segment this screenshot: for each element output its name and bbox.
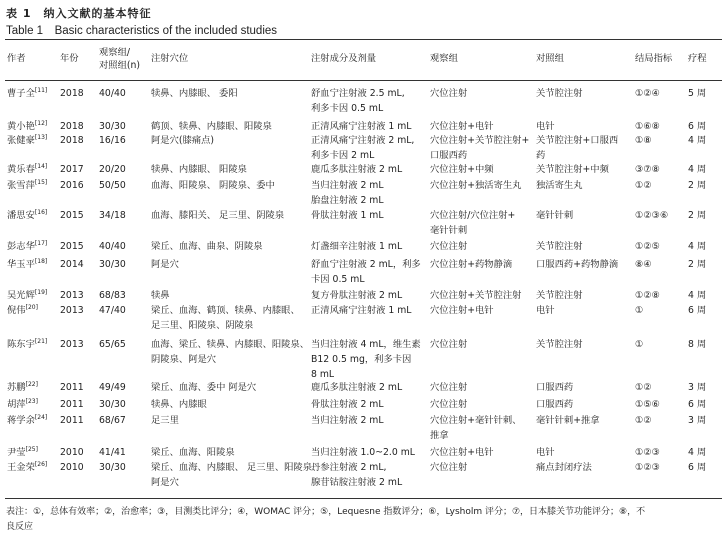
cell-year: 2013 <box>60 290 84 301</box>
cell-author <box>7 134 47 148</box>
header-observation: 观察组 <box>430 53 458 64</box>
cell-control-group: 电针 <box>536 121 555 132</box>
cell-control-group: 毫针针刺+推拿 <box>536 415 600 426</box>
cell-acupoints: 梁丘、血海、鹤顶、犊鼻、内膝眼、 <box>151 305 300 316</box>
table-title-en: Table 1 Basic characteristics of the included studies <box>6 25 278 37</box>
header-drug: 注射成分及剂量 <box>311 53 377 64</box>
cell-year: 2018 <box>60 88 84 99</box>
author-name: 张健豪 <box>7 135 35 146</box>
cell-year: 2018 <box>60 135 84 146</box>
cell-outcome: ①②③⑥ <box>635 210 669 221</box>
cell-course: 3 周 <box>688 382 707 393</box>
cell-sample-size: 20/20 <box>99 164 126 175</box>
cell-outcome: ⑧④ <box>635 259 652 270</box>
cell-control-group: 关节腔注射+口服西 <box>536 135 619 146</box>
cell-observation-group: 穴位注射+药物静滴 <box>430 259 513 270</box>
cell-outcome: ①⑧ <box>635 135 652 146</box>
reference-number: [15] <box>34 178 48 186</box>
cell-outcome: ①②⑤ <box>635 241 661 252</box>
cell-drug-dose: 腺苷钴胺注射液 2 mL <box>311 477 403 488</box>
cell-observation-group: 穴位注射 <box>430 241 468 252</box>
cell-acupoints: 犊鼻、内膝眼、 阳陵泉 <box>151 164 247 175</box>
cell-author <box>7 120 47 134</box>
cell-course: 6 周 <box>688 305 707 316</box>
cell-acupoints: 血海、梁丘、犊鼻、内膝眼、阳陵泉、 <box>151 339 310 350</box>
cell-acupoints: 梁丘、血海、委中 阿是穴 <box>151 382 257 393</box>
cell-sample-size: 34/18 <box>99 210 126 221</box>
cell-outcome: ①②⑧ <box>635 290 661 301</box>
reference-number: [14] <box>34 162 48 170</box>
cell-author <box>7 414 47 428</box>
cell-author <box>7 289 47 303</box>
reference-number: [21] <box>34 337 48 345</box>
cell-observation-group: 穴位注射 <box>430 88 468 99</box>
cell-author <box>7 240 47 254</box>
cell-acupoints: 阿是穴(膝痛点) <box>151 135 215 146</box>
author-name: 尹莹 <box>7 447 26 458</box>
cell-acupoints: 鹤顶、犊鼻、内膝眼、阳陵泉 <box>151 121 272 132</box>
cell-observation-group: 穴位注射+电针 <box>430 305 494 316</box>
cell-observation-group: 穴位注射 <box>430 399 468 410</box>
cell-outcome: ①② <box>635 415 652 426</box>
author-name: 黄小艳 <box>7 121 35 132</box>
cell-course: 8 周 <box>688 339 707 350</box>
cell-acupoints: 阴陵泉、阿是穴 <box>151 354 217 365</box>
author-name: 苏鹏 <box>7 382 26 393</box>
cell-drug-dose: 骨肽注射液 2 mL <box>311 399 384 410</box>
cell-outcome: ①⑤⑥ <box>635 399 661 410</box>
header-control: 对照组 <box>536 53 564 64</box>
cell-acupoints: 梁丘、血海、阳陵泉 <box>151 447 235 458</box>
cell-observation-group: 穴位注射 <box>430 339 468 350</box>
cell-author <box>7 163 47 177</box>
cell-course: 5 周 <box>688 88 707 99</box>
reference-number: [13] <box>34 133 48 141</box>
author-name: 彭志华 <box>7 241 35 252</box>
reference-number: [20] <box>25 303 38 311</box>
cell-outcome: ①⑥⑧ <box>635 121 661 132</box>
cell-drug-dose: 卡因 0.5 mL <box>311 274 365 285</box>
author-name: 倪伟 <box>7 305 26 316</box>
cell-control-group: 关节腔注射 <box>536 241 583 252</box>
cell-control-group: 药 <box>536 150 546 161</box>
cell-observation-group: 穴位注射/穴位注射+ <box>430 210 516 221</box>
cell-control-group: 口服西药 <box>536 382 574 393</box>
top-rule <box>5 39 722 40</box>
cell-drug-dose: 当归注射液 2 mL <box>311 180 384 191</box>
cell-drug-dose: 利多卡因 0.5 mL <box>311 103 384 114</box>
cell-sample-size: 49/49 <box>99 382 126 393</box>
cell-course: 4 周 <box>688 290 707 301</box>
cell-author <box>7 304 38 318</box>
cell-observation-group: 推拿 <box>430 430 449 441</box>
cell-acupoints: 血海、膝阳关、 足三里、阴陵泉 <box>151 210 285 221</box>
author-name: 张雪萍 <box>7 180 35 191</box>
header-author: 作者 <box>7 53 26 64</box>
cell-course: 6 周 <box>688 121 707 132</box>
table-note <box>6 505 718 535</box>
header-year: 年份 <box>60 53 79 64</box>
author-name: 王金荣 <box>7 462 35 473</box>
cell-year: 2014 <box>60 259 84 270</box>
cell-year: 2015 <box>60 210 84 221</box>
header-course: 疗程 <box>688 53 707 64</box>
reference-number: [17] <box>34 239 48 247</box>
author-name: 吴光辉 <box>7 290 35 301</box>
cell-course: 6 周 <box>688 399 707 410</box>
cell-observation-group: 穴位注射+毫针针刺、 <box>430 415 522 426</box>
cell-year: 2011 <box>60 399 84 410</box>
cell-control-group: 独活寄生丸 <box>536 180 583 191</box>
cell-acupoints: 足三里 <box>151 415 179 426</box>
cell-observation-group: 穴位注射+关节腔注射+ <box>430 135 530 146</box>
cell-year: 2010 <box>60 447 84 458</box>
reference-number: [16] <box>34 208 48 216</box>
cell-drug-dose: 当归注射液 1.0~2.0 mL <box>311 447 415 458</box>
cell-year: 2011 <box>60 415 84 426</box>
cell-year: 2015 <box>60 241 84 252</box>
cell-acupoints: 足三里、阳陵泉、阴陵泉 <box>151 320 254 331</box>
author-name: 陈东宇 <box>7 339 35 350</box>
cell-course: 2 周 <box>688 259 707 270</box>
cell-acupoints: 犊鼻、内膝眼、 委阳 <box>151 88 238 99</box>
cell-acupoints: 梁丘、血海、内膝眼、 足三里、阳陵泉、 <box>151 462 322 473</box>
cell-sample-size: 30/30 <box>99 399 126 410</box>
cell-observation-group: 穴位注射+中频 <box>430 164 494 175</box>
bottom-rule <box>5 498 722 499</box>
header-n-line1: 观察组/ <box>99 47 131 58</box>
cell-drug-dose: 当归注射液 2 mL <box>311 415 384 426</box>
cell-drug-dose: 舒血宁注射液 2.5 mL, <box>311 88 405 99</box>
cell-drug-dose: 复方骨肽注射液 2 mL <box>311 290 403 301</box>
reference-number: [24] <box>34 413 48 421</box>
cell-year: 2011 <box>60 382 84 393</box>
cell-drug-dose: 正清风痛宁注射液 1 mL <box>311 305 412 316</box>
cell-control-group: 电针 <box>536 305 555 316</box>
cell-drug-dose: 舒血宁注射液 2 mL，利多 <box>311 259 421 270</box>
cell-drug-dose: 灯盏细辛注射液 1 mL <box>311 241 403 252</box>
cell-year: 2013 <box>60 305 84 316</box>
cell-acupoints: 梁丘、血海、曲泉、阴陵泉 <box>151 241 263 252</box>
cell-observation-group: 穴位注射+关节腔注射 <box>430 290 522 301</box>
cell-control-group: 关节腔注射 <box>536 88 583 99</box>
cell-control-group: 关节腔注射 <box>536 339 583 350</box>
cell-observation-group: 穴位注射+电针 <box>430 121 494 132</box>
cell-author <box>7 87 47 101</box>
reference-number: [23] <box>25 397 38 405</box>
cell-acupoints: 血海、阳陵泉、 阴陵泉、委中 <box>151 180 275 191</box>
cell-sample-size: 41/41 <box>99 447 126 458</box>
cell-control-group: 关节腔注射+中频 <box>536 164 609 175</box>
cell-year: 2016 <box>60 180 84 191</box>
cell-author <box>7 461 47 475</box>
cell-course: 4 周 <box>688 447 707 458</box>
cell-author <box>7 258 47 272</box>
cell-outcome: ③⑦⑧ <box>635 164 661 175</box>
cell-drug-dose: 胎盘注射液 2 mL <box>311 195 384 206</box>
cell-sample-size: 68/83 <box>99 290 126 301</box>
cell-author <box>7 338 47 352</box>
cell-sample-size: 65/65 <box>99 339 126 350</box>
header-rule <box>5 80 722 81</box>
cell-control-group: 口服西药+药物静滴 <box>536 259 619 270</box>
author-name: 蒋学余 <box>7 415 35 426</box>
cell-drug-dose: B12 0.5 mg，利多卡因 <box>311 354 412 365</box>
reference-number: [12] <box>34 119 48 127</box>
cell-observation-group: 穴位注射 <box>430 382 468 393</box>
author-name: 曹子全 <box>7 88 35 99</box>
cell-acupoints: 犊鼻 <box>151 290 170 301</box>
cell-sample-size: 16/16 <box>99 135 126 146</box>
author-name: 华玉平 <box>7 259 35 270</box>
cell-author <box>7 209 47 223</box>
cell-drug-dose: 鹿瓜多肽注射液 2 mL <box>311 164 403 175</box>
table-note-line: 良反应 <box>6 522 34 532</box>
author-name: 胡萍 <box>7 399 26 410</box>
cell-drug-dose: 8 mL <box>311 369 335 380</box>
cell-acupoints: 犊鼻、内膝眼 <box>151 399 207 410</box>
reference-number: [18] <box>34 257 48 265</box>
cell-observation-group: 口服西药 <box>430 150 468 161</box>
header-acupoints: 注射穴位 <box>151 53 189 64</box>
cell-course: 3 周 <box>688 415 707 426</box>
header-outcome: 结局指标 <box>635 53 673 64</box>
cell-sample-size: 68/67 <box>99 415 126 426</box>
cell-author <box>7 179 47 193</box>
cell-sample-size: 30/30 <box>99 462 126 473</box>
cell-observation-group: 毫针针刺 <box>430 225 468 236</box>
reference-number: [25] <box>25 445 38 453</box>
cell-sample-size: 40/40 <box>99 241 126 252</box>
cell-control-group: 口服西药 <box>536 399 574 410</box>
cell-drug-dose: 鹿瓜多肽注射液 2 mL <box>311 382 403 393</box>
author-name: 黄乐春 <box>7 164 35 175</box>
cell-course: 4 周 <box>688 135 707 146</box>
cell-observation-group: 穴位注射+独活寄生丸 <box>430 180 522 191</box>
author-name: 潘思安 <box>7 210 35 221</box>
cell-control-group: 电针 <box>536 447 555 458</box>
cell-sample-size: 40/40 <box>99 88 126 99</box>
cell-sample-size: 30/30 <box>99 259 126 270</box>
cell-course: 6 周 <box>688 462 707 473</box>
cell-outcome: ①②④ <box>635 88 661 99</box>
cell-outcome: ①② <box>635 180 652 191</box>
cell-sample-size: 30/30 <box>99 121 126 132</box>
reference-number: [11] <box>34 86 48 94</box>
reference-number: [19] <box>34 288 48 296</box>
cell-observation-group: 穴位注射+电针 <box>430 447 494 458</box>
cell-control-group: 关节腔注射 <box>536 290 583 301</box>
cell-course: 2 周 <box>688 180 707 191</box>
cell-drug-dose: 正清风痛宁注射液 2 mL, <box>311 135 415 146</box>
cell-drug-dose: 当归注射液 4 mL，维生素 <box>311 339 421 350</box>
reference-number: [26] <box>34 460 48 468</box>
header-n-line2: 对照组(n) <box>99 60 141 71</box>
cell-outcome: ①②③ <box>635 447 661 458</box>
cell-year: 2018 <box>60 121 84 132</box>
cell-acupoints: 阿是穴 <box>151 477 179 488</box>
cell-drug-dose: 正清风痛宁注射液 1 mL <box>311 121 412 132</box>
reference-number: [22] <box>25 380 38 388</box>
cell-year: 2013 <box>60 339 84 350</box>
cell-year: 2017 <box>60 164 84 175</box>
cell-drug-dose: 利多卡因 2 mL <box>311 150 375 161</box>
cell-drug-dose: 丹参注射液 2 mL, <box>311 462 387 473</box>
cell-course: 4 周 <box>688 241 707 252</box>
cell-year: 2010 <box>60 462 84 473</box>
cell-control-group: 痛点封闭疗法 <box>536 462 592 473</box>
table-note-line: 表注：①，总体有效率；②，治愈率；③，目测类比评分；④，WOMAC 评分；⑤，Lequesne 指数评分；⑥，Lysholm 评分；⑦，日本膝关节功能评分；⑧，不 <box>6 507 646 517</box>
cell-outcome: ① <box>635 339 644 350</box>
cell-drug-dose: 骨肽注射液 1 mL <box>311 210 384 221</box>
cell-acupoints: 阿是穴 <box>151 259 179 270</box>
cell-outcome: ① <box>635 305 644 316</box>
cell-author <box>7 398 38 412</box>
table-title-cn: 表 1 纳入文献的基本特征 <box>6 7 152 20</box>
cell-outcome: ①②③ <box>635 462 661 473</box>
cell-author <box>7 381 38 395</box>
cell-outcome: ①② <box>635 382 652 393</box>
cell-control-group: 毫针针刺 <box>536 210 574 221</box>
cell-course: 4 周 <box>688 164 707 175</box>
cell-sample-size: 50/50 <box>99 180 126 191</box>
cell-author <box>7 446 38 460</box>
cell-course: 2 周 <box>688 210 707 221</box>
cell-observation-group: 穴位注射 <box>430 462 468 473</box>
cell-sample-size: 47/40 <box>99 305 126 316</box>
